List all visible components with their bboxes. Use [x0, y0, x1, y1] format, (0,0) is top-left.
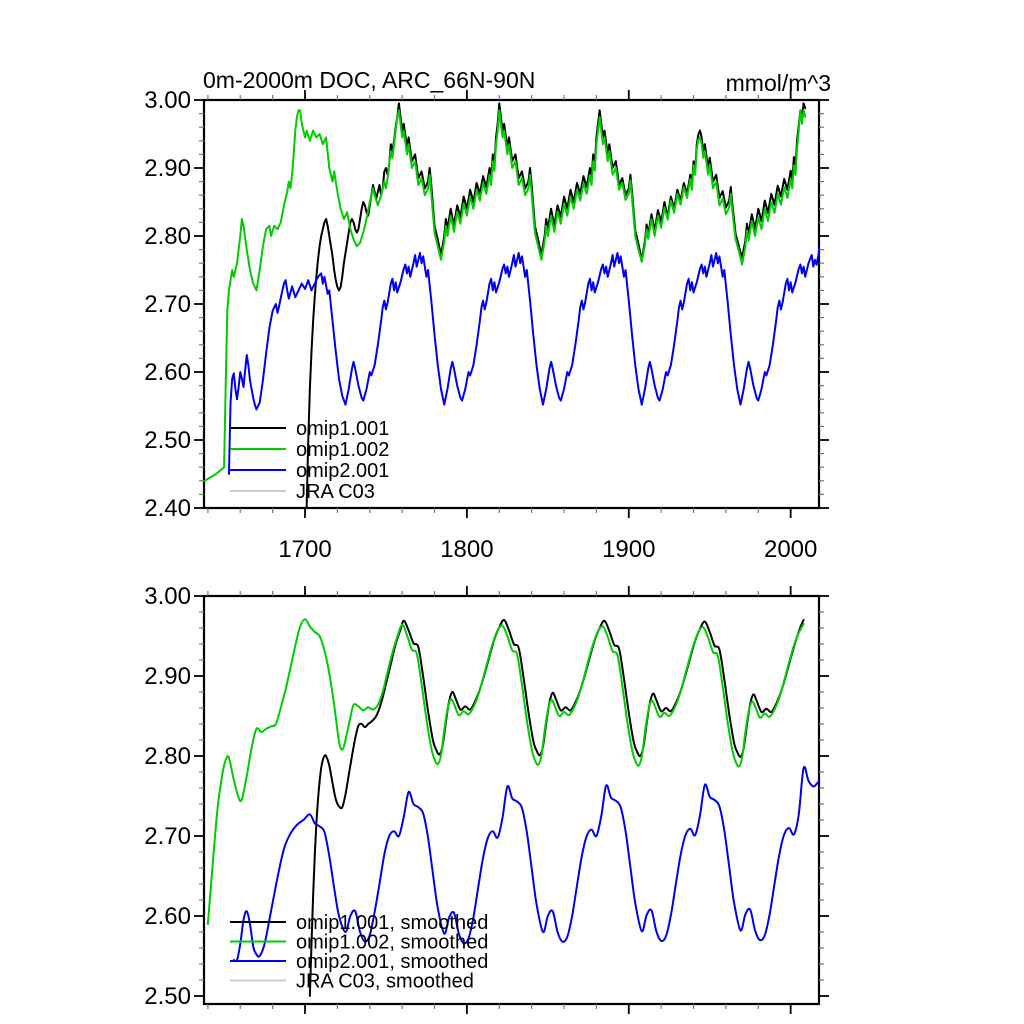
y-tick-label: 2.70 — [144, 823, 191, 850]
panel-annual — [144, 87, 829, 563]
legend-label: JRA C03, smoothed — [296, 970, 474, 993]
y-tick-label: 2.60 — [144, 359, 191, 386]
y-tick-label: 2.90 — [144, 663, 191, 690]
x-tick-label: 2000 — [763, 536, 818, 563]
y-tick-label: 3.00 — [144, 87, 191, 114]
y-tick-label: 2.50 — [144, 427, 191, 454]
y-tick-label: 2.60 — [144, 903, 191, 930]
y-tick-label: 2.80 — [144, 743, 191, 770]
y-tick-label: 2.40 — [144, 495, 191, 522]
panels-group — [144, 87, 829, 1014]
legend-label: omip1.002, smoothed — [296, 931, 489, 954]
x-tick-label: 1900 — [602, 536, 656, 563]
unit-label: mmol/m^3 — [725, 70, 831, 96]
panel-smoothed — [144, 583, 829, 1014]
x-tick-label: 1800 — [440, 536, 494, 563]
y-tick-label: 3.00 — [144, 583, 191, 610]
x-tick-label: 1700 — [278, 536, 332, 563]
series-line-omip1.002-smoothed — [208, 619, 804, 924]
legend-label: JRA C03 — [296, 481, 375, 503]
y-tick-label: 2.90 — [144, 155, 191, 182]
y-tick-label: 2.50 — [144, 983, 191, 1010]
legend — [230, 418, 389, 503]
legend-label: omip1.001 — [296, 418, 390, 440]
plot-title: 0m-2000m DOC, ARC_66N-90N — [203, 67, 536, 93]
y-tick-label: 2.70 — [144, 291, 191, 318]
legend-label: omip2.001, smoothed — [296, 951, 489, 973]
legend-label: omip2.001 — [296, 460, 390, 482]
legend-label: omip1.001, smoothed — [296, 912, 489, 934]
legend-label: omip1.002 — [296, 439, 390, 461]
y-tick-label: 2.80 — [144, 223, 191, 250]
